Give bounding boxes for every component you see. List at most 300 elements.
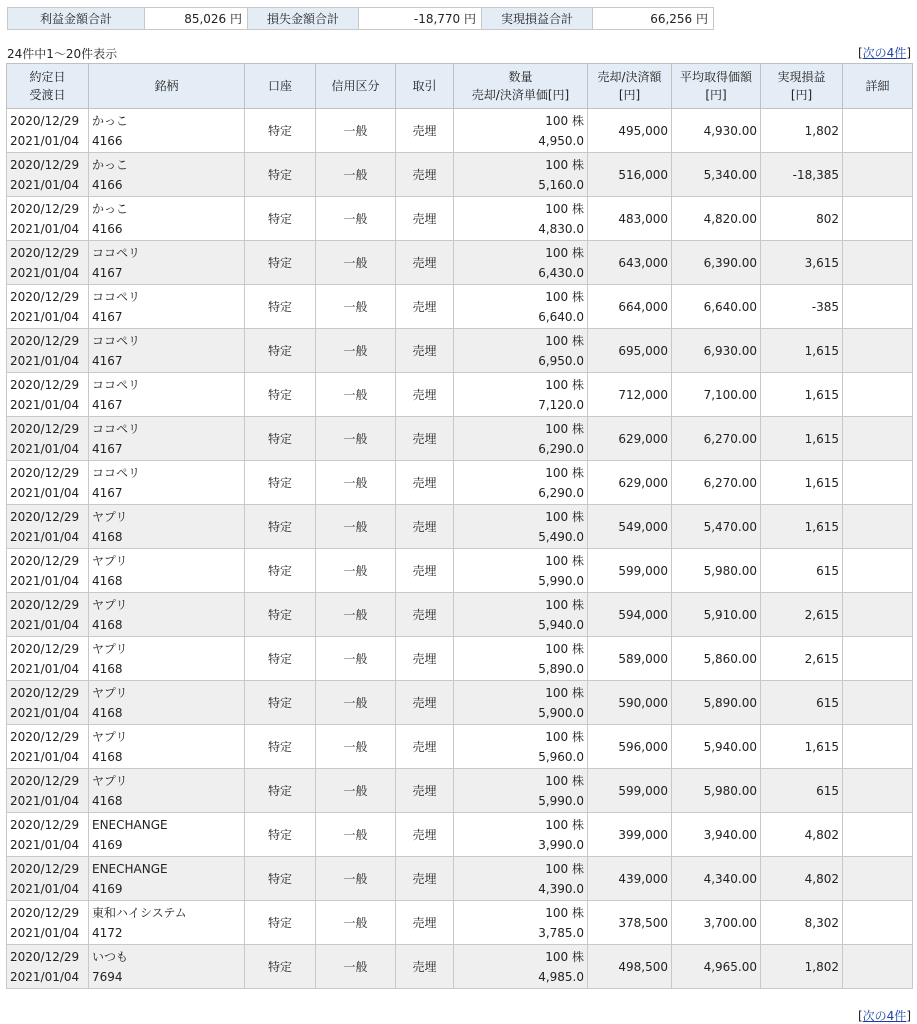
detail-cell (843, 109, 913, 153)
unit-price: 7,120.0 (538, 397, 584, 412)
amount-cell: 695,000 (588, 329, 672, 373)
header-trade-date: 約定日 (29, 70, 66, 84)
symbol-cell (89, 109, 245, 153)
settle-date: 2021/01/04 (10, 793, 80, 808)
quantity: 100 株 (545, 729, 584, 744)
qty-cell (454, 461, 588, 505)
unit-price: 5,990.0 (538, 793, 584, 808)
trade-date: 2020/12/29 (10, 289, 80, 304)
credit-cell: 一般 (316, 285, 396, 329)
symbol-cell (89, 329, 245, 373)
header-amount-label: 売却/決済額 (597, 70, 662, 84)
quantity: 100 株 (545, 949, 584, 964)
account-cell: 特定 (245, 857, 316, 901)
header-dates (7, 64, 89, 109)
credit-cell: 一般 (316, 593, 396, 637)
trade-date: 2020/12/29 (10, 729, 80, 744)
unit-price: 4,985.0 (538, 969, 584, 984)
pl-cell: 3,615 (761, 241, 843, 285)
quantity: 100 株 (545, 465, 584, 480)
symbol-cell (89, 901, 245, 945)
avg-cost-cell: 4,340.00 (672, 857, 761, 901)
qty-cell (454, 681, 588, 725)
unit-price: 6,640.0 (538, 309, 584, 324)
quantity: 100 株 (545, 201, 584, 216)
trade-rows (7, 109, 913, 989)
trade-cell: 売埋 (396, 813, 454, 857)
qty-cell (454, 813, 588, 857)
detail-cell (843, 329, 913, 373)
amount-cell: 596,000 (588, 725, 672, 769)
trade-date: 2020/12/29 (10, 597, 80, 612)
account-cell: 特定 (245, 153, 316, 197)
pl-cell: 2,615 (761, 637, 843, 681)
symbol-cell (89, 593, 245, 637)
stock-code: 4166 (92, 133, 123, 148)
credit-cell: 一般 (316, 197, 396, 241)
table-row (7, 373, 913, 417)
avg-cost-cell: 6,270.00 (672, 417, 761, 461)
amount-cell: 643,000 (588, 241, 672, 285)
bracket-open: [ (857, 46, 863, 60)
amount-cell: 594,000 (588, 593, 672, 637)
amount-cell: 664,000 (588, 285, 672, 329)
detail-cell (843, 373, 913, 417)
unit-price: 6,950.0 (538, 353, 584, 368)
date-cell (7, 769, 89, 813)
settle-date: 2021/01/04 (10, 221, 80, 236)
credit-cell: 一般 (316, 549, 396, 593)
trade-cell: 売埋 (396, 197, 454, 241)
stock-name: ヤプリ (92, 553, 128, 568)
bracket-open: [ (857, 1009, 863, 1023)
qty-cell (454, 153, 588, 197)
qty-cell (454, 197, 588, 241)
header-price-label: 売却/決済単価[円] (471, 88, 570, 102)
stock-name: ENECHANGE (92, 861, 168, 876)
table-row (7, 461, 913, 505)
settle-date: 2021/01/04 (10, 133, 80, 148)
date-cell (7, 373, 89, 417)
unit-price: 3,785.0 (538, 925, 584, 940)
amount-cell: 549,000 (588, 505, 672, 549)
account-cell: 特定 (245, 725, 316, 769)
trade-date: 2020/12/29 (10, 553, 80, 568)
credit-cell: 一般 (316, 725, 396, 769)
date-cell (7, 813, 89, 857)
symbol-cell (89, 417, 245, 461)
quantity: 100 株 (545, 333, 584, 348)
amount-cell: 629,000 (588, 417, 672, 461)
pl-cell: 1,615 (761, 329, 843, 373)
account-cell: 特定 (245, 901, 316, 945)
header-symbol: 銘柄 (89, 64, 245, 109)
settle-date: 2021/01/04 (10, 573, 80, 588)
next-page-link-bottom[interactable]: 次の4件 (862, 1009, 907, 1023)
header-qty-label: 数量 (508, 70, 533, 84)
avg-cost-cell: 7,100.00 (672, 373, 761, 417)
qty-cell (454, 901, 588, 945)
pl-cell: -18,385 (761, 153, 843, 197)
settle-date: 2021/01/04 (10, 309, 80, 324)
avg-cost-cell: 5,340.00 (672, 153, 761, 197)
trade-history-table (6, 63, 913, 989)
stock-code: 4168 (92, 661, 123, 676)
account-cell: 特定 (245, 945, 316, 989)
avg-cost-cell: 5,940.00 (672, 725, 761, 769)
credit-cell: 一般 (316, 461, 396, 505)
detail-cell (843, 197, 913, 241)
header-pl-label: 実現損益 (777, 70, 826, 84)
detail-cell (843, 681, 913, 725)
stock-name: ヤプリ (92, 509, 128, 524)
header-avg-label: 平均取得価額 (679, 70, 752, 84)
table-row (7, 681, 913, 725)
amount-cell: 495,000 (588, 109, 672, 153)
trade-date: 2020/12/29 (10, 333, 80, 348)
stock-code: 4166 (92, 221, 123, 236)
stock-code: 7694 (92, 969, 123, 984)
stock-name: かっこ (92, 157, 129, 172)
bracket-close: ] (906, 46, 911, 60)
qty-cell (454, 637, 588, 681)
unit-price: 5,900.0 (538, 705, 584, 720)
date-cell (7, 725, 89, 769)
date-cell (7, 593, 89, 637)
header-amount (588, 64, 672, 109)
realized-total-label: 実現損益合計 (482, 8, 593, 30)
trade-cell: 売埋 (396, 417, 454, 461)
stock-code: 4168 (92, 617, 123, 632)
table-row (7, 549, 913, 593)
account-cell: 特定 (245, 285, 316, 329)
symbol-cell (89, 857, 245, 901)
detail-cell (843, 153, 913, 197)
avg-cost-cell: 5,980.00 (672, 549, 761, 593)
settle-date: 2021/01/04 (10, 881, 80, 896)
qty-cell (454, 329, 588, 373)
stock-name: ココペリ (92, 421, 141, 436)
credit-cell: 一般 (316, 505, 396, 549)
stock-name: かっこ (92, 113, 129, 128)
table-row (7, 813, 913, 857)
date-cell (7, 857, 89, 901)
date-cell (7, 505, 89, 549)
trade-date: 2020/12/29 (10, 377, 80, 392)
trade-cell: 売埋 (396, 461, 454, 505)
stock-name: かっこ (92, 201, 129, 216)
detail-cell (843, 417, 913, 461)
table-row (7, 329, 913, 373)
unit-price: 6,430.0 (538, 265, 584, 280)
trade-cell: 売埋 (396, 681, 454, 725)
stock-code: 4167 (92, 309, 123, 324)
trade-date: 2020/12/29 (10, 949, 80, 964)
stock-code: 4168 (92, 749, 123, 764)
date-cell (7, 637, 89, 681)
credit-cell: 一般 (316, 901, 396, 945)
pl-cell: 1,615 (761, 373, 843, 417)
detail-cell (843, 725, 913, 769)
detail-cell (843, 285, 913, 329)
stock-code: 4168 (92, 573, 123, 588)
table-row (7, 197, 913, 241)
header-account: 口座 (245, 64, 316, 109)
account-cell: 特定 (245, 241, 316, 285)
pl-cell: 802 (761, 197, 843, 241)
pl-cell: 1,615 (761, 461, 843, 505)
pl-cell: 615 (761, 549, 843, 593)
settle-date: 2021/01/04 (10, 397, 80, 412)
credit-cell: 一般 (316, 813, 396, 857)
trade-date: 2020/12/29 (10, 201, 80, 216)
amount-cell: 516,000 (588, 153, 672, 197)
amount-cell: 399,000 (588, 813, 672, 857)
trade-cell: 売埋 (396, 329, 454, 373)
table-row (7, 417, 913, 461)
account-cell: 特定 (245, 461, 316, 505)
stock-name: ココペリ (92, 465, 141, 480)
account-cell: 特定 (245, 109, 316, 153)
stock-code: 4172 (92, 925, 123, 940)
unit-price: 6,290.0 (538, 441, 584, 456)
qty-cell (454, 373, 588, 417)
stock-code: 4169 (92, 881, 123, 896)
credit-cell: 一般 (316, 945, 396, 989)
avg-cost-cell: 5,910.00 (672, 593, 761, 637)
amount-cell: 483,000 (588, 197, 672, 241)
stock-code: 4168 (92, 705, 123, 720)
settle-date: 2021/01/04 (10, 265, 80, 280)
avg-cost-cell: 6,390.00 (672, 241, 761, 285)
trade-cell: 売埋 (396, 285, 454, 329)
account-cell: 特定 (245, 197, 316, 241)
trade-cell: 売埋 (396, 769, 454, 813)
date-cell (7, 153, 89, 197)
pl-cell: 1,615 (761, 505, 843, 549)
header-qty (454, 64, 588, 109)
symbol-cell (89, 681, 245, 725)
stock-name: いつも (92, 949, 129, 964)
table-row (7, 857, 913, 901)
stock-code: 4167 (92, 485, 123, 500)
symbol-cell (89, 637, 245, 681)
account-cell: 特定 (245, 593, 316, 637)
stock-name: ENECHANGE (92, 817, 168, 832)
trade-cell: 売埋 (396, 153, 454, 197)
pl-cell: 2,615 (761, 593, 843, 637)
unit-price: 4,830.0 (538, 221, 584, 236)
credit-cell: 一般 (316, 373, 396, 417)
date-cell (7, 197, 89, 241)
avg-cost-cell: 5,890.00 (672, 681, 761, 725)
symbol-cell (89, 505, 245, 549)
trade-date: 2020/12/29 (10, 641, 80, 656)
quantity: 100 株 (545, 553, 584, 568)
stock-name: ヤプリ (92, 685, 128, 700)
header-row (7, 64, 913, 109)
detail-cell (843, 461, 913, 505)
profit-total-value: 85,026 円 (145, 8, 248, 30)
amount-cell: 629,000 (588, 461, 672, 505)
detail-cell (843, 945, 913, 989)
trade-date: 2020/12/29 (10, 773, 80, 788)
quantity: 100 株 (545, 245, 584, 260)
settle-date: 2021/01/04 (10, 749, 80, 764)
stock-code: 4167 (92, 353, 123, 368)
next-page-link-top[interactable]: 次の4件 (862, 46, 907, 60)
qty-cell (454, 725, 588, 769)
date-cell (7, 285, 89, 329)
credit-cell: 一般 (316, 329, 396, 373)
amount-cell: 498,500 (588, 945, 672, 989)
amount-cell: 599,000 (588, 549, 672, 593)
header-avg-unit: [円] (705, 88, 727, 102)
date-cell (7, 241, 89, 285)
qty-cell (454, 593, 588, 637)
amount-cell: 590,000 (588, 681, 672, 725)
date-cell (7, 901, 89, 945)
header-pl-unit: [円] (790, 88, 813, 102)
pl-cell: 1,802 (761, 945, 843, 989)
quantity: 100 株 (545, 289, 584, 304)
quantity: 100 株 (545, 641, 584, 656)
unit-price: 5,960.0 (538, 749, 584, 764)
account-cell: 特定 (245, 769, 316, 813)
table-row (7, 505, 913, 549)
settle-date: 2021/01/04 (10, 353, 80, 368)
next-page-bottom (858, 1007, 911, 1024)
summary-table (7, 7, 714, 30)
avg-cost-cell: 4,965.00 (672, 945, 761, 989)
symbol-cell (89, 373, 245, 417)
table-row (7, 109, 913, 153)
credit-cell: 一般 (316, 153, 396, 197)
symbol-cell (89, 461, 245, 505)
header-detail: 詳細 (843, 64, 913, 109)
trade-cell: 売埋 (396, 505, 454, 549)
pl-cell: 4,802 (761, 857, 843, 901)
symbol-cell (89, 769, 245, 813)
stock-name: 東和ハイシステム (92, 905, 187, 920)
stock-name: ココペリ (92, 377, 141, 392)
stock-code: 4168 (92, 529, 123, 544)
result-count: 24件中1～20件表示 (7, 47, 118, 61)
pl-cell: 1,615 (761, 417, 843, 461)
settle-date: 2021/01/04 (10, 441, 80, 456)
pl-cell: 8,302 (761, 901, 843, 945)
trade-cell: 売埋 (396, 373, 454, 417)
stock-code: 4169 (92, 837, 123, 852)
detail-cell (843, 241, 913, 285)
amount-cell: 378,500 (588, 901, 672, 945)
date-cell (7, 461, 89, 505)
unit-price: 4,950.0 (538, 133, 584, 148)
account-cell: 特定 (245, 637, 316, 681)
stock-name: ヤプリ (92, 729, 128, 744)
account-cell: 特定 (245, 813, 316, 857)
amount-cell: 599,000 (588, 769, 672, 813)
trade-date: 2020/12/29 (10, 509, 80, 524)
date-cell (7, 417, 89, 461)
trade-date: 2020/12/29 (10, 465, 80, 480)
loss-total-value: -18,770 円 (359, 8, 482, 30)
amount-cell: 712,000 (588, 373, 672, 417)
account-cell: 特定 (245, 417, 316, 461)
stock-name: ココペリ (92, 333, 141, 348)
stock-name: ヤプリ (92, 641, 128, 656)
date-cell (7, 329, 89, 373)
pl-cell: -385 (761, 285, 843, 329)
trade-date: 2020/12/29 (10, 905, 80, 920)
detail-cell (843, 505, 913, 549)
symbol-cell (89, 725, 245, 769)
qty-cell (454, 285, 588, 329)
trade-date: 2020/12/29 (10, 157, 80, 172)
account-cell: 特定 (245, 549, 316, 593)
avg-cost-cell: 3,940.00 (672, 813, 761, 857)
quantity: 100 株 (545, 861, 584, 876)
qty-cell (454, 945, 588, 989)
stock-name: ココペリ (92, 289, 141, 304)
quantity: 100 株 (545, 773, 584, 788)
profit-total-label: 利益金額合計 (8, 8, 145, 30)
trade-cell: 売埋 (396, 109, 454, 153)
symbol-cell (89, 813, 245, 857)
header-avg (672, 64, 761, 109)
trade-date: 2020/12/29 (10, 421, 80, 436)
qty-cell (454, 769, 588, 813)
qty-cell (454, 109, 588, 153)
table-row (7, 901, 913, 945)
table-row (7, 241, 913, 285)
table-row (7, 725, 913, 769)
stock-code: 4168 (92, 793, 123, 808)
unit-price: 5,940.0 (538, 617, 584, 632)
header-trade: 取引 (396, 64, 454, 109)
unit-price: 5,490.0 (538, 529, 584, 544)
trade-cell: 売埋 (396, 637, 454, 681)
header-amount-unit: [円] (618, 88, 641, 102)
quantity: 100 株 (545, 157, 584, 172)
settle-date: 2021/01/04 (10, 837, 80, 852)
symbol-cell (89, 153, 245, 197)
account-cell: 特定 (245, 505, 316, 549)
loss-total-label: 損失金額合計 (248, 8, 359, 30)
quantity: 100 株 (545, 685, 584, 700)
quantity: 100 株 (545, 509, 584, 524)
date-cell (7, 109, 89, 153)
unit-price: 3,990.0 (538, 837, 584, 852)
trade-cell: 売埋 (396, 945, 454, 989)
settle-date: 2021/01/04 (10, 925, 80, 940)
unit-price: 5,990.0 (538, 573, 584, 588)
trade-date: 2020/12/29 (10, 685, 80, 700)
unit-price: 6,290.0 (538, 485, 584, 500)
trade-cell: 売埋 (396, 857, 454, 901)
credit-cell: 一般 (316, 857, 396, 901)
header-credit: 信用区分 (316, 64, 396, 109)
qty-cell (454, 857, 588, 901)
trade-date: 2020/12/29 (10, 861, 80, 876)
trade-cell: 売埋 (396, 593, 454, 637)
trade-cell: 売埋 (396, 549, 454, 593)
unit-price: 5,890.0 (538, 661, 584, 676)
unit-price: 4,390.0 (538, 881, 584, 896)
pl-cell: 615 (761, 681, 843, 725)
bracket-close: ] (906, 1009, 911, 1023)
detail-cell (843, 769, 913, 813)
